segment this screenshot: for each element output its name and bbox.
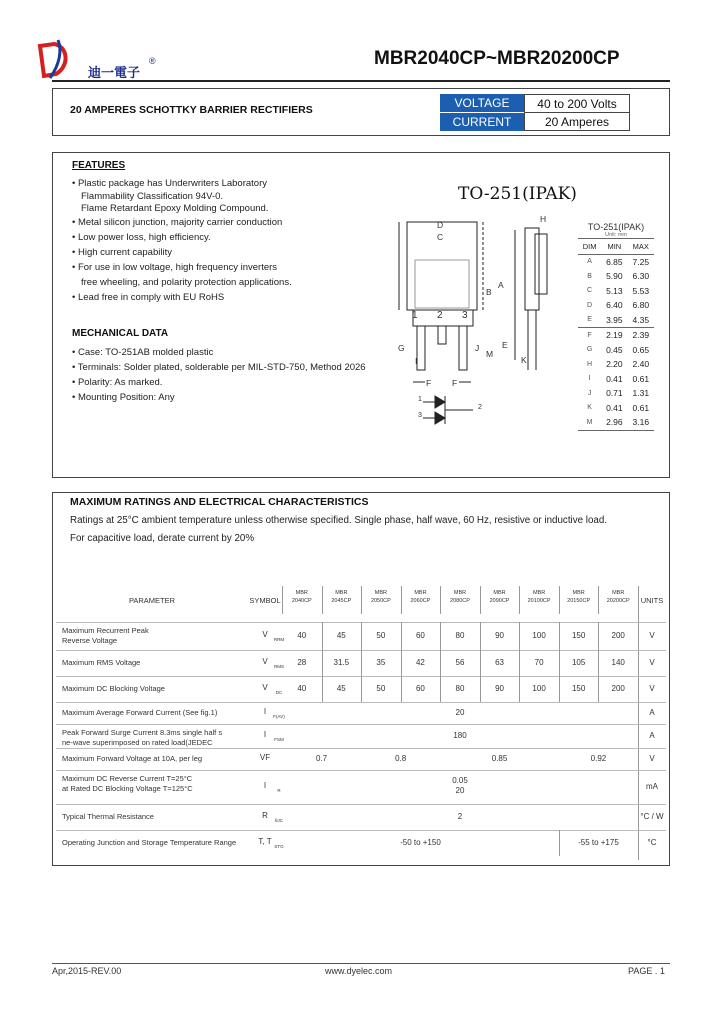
parameter-symbol-sub: STG <box>274 844 284 849</box>
grid-line <box>401 622 402 650</box>
footer-page: PAGE . 1 <box>628 966 665 976</box>
dim-table-row <box>578 372 654 387</box>
dim-letter: E <box>587 316 592 324</box>
dim-label-j: J <box>475 343 480 353</box>
parameter-symbol-sub: RRM <box>273 637 285 642</box>
dim-value: 5.13 <box>606 285 623 296</box>
rating-value: 90 <box>495 684 504 693</box>
grid-line <box>322 650 323 676</box>
dim-value: 0.61 <box>632 373 650 384</box>
feature-item: free wheeling, and polarity protection applications. <box>81 277 292 288</box>
dim-letter: J <box>587 389 592 397</box>
grid-line <box>440 676 441 702</box>
current-value: 20 Amperes <box>524 113 630 131</box>
row-divider <box>56 830 666 831</box>
mechanical-heading: MECHANICAL DATA <box>72 328 169 339</box>
parameter-symbol-sub: R <box>277 788 281 793</box>
logo-chinese-name: 迪一電子 <box>88 66 141 81</box>
schematic-pin-3: 3 <box>418 412 422 419</box>
features-list <box>72 176 402 305</box>
dim-label-f1: F <box>426 378 432 388</box>
part-number-header: 20100CP <box>527 598 551 604</box>
grid-line <box>559 586 560 614</box>
grid-line <box>440 586 441 614</box>
rating-value: 80 <box>455 631 465 640</box>
dim-value: 2.20 <box>606 359 623 370</box>
parameter-symbol: I <box>263 730 267 739</box>
rating-value: 45 <box>336 684 346 693</box>
mechanical-list <box>72 345 402 405</box>
feature-item: • Plastic package has Underwriters Laboratory <box>72 178 268 189</box>
dim-value: 5.53 <box>632 285 650 296</box>
part-number-header: 2045CP <box>331 598 352 604</box>
dim-table-row <box>578 328 654 343</box>
dimension-table <box>578 222 654 431</box>
dim-letter: F <box>587 331 592 339</box>
dim-table-grid <box>578 238 654 431</box>
parameter-name: Maximum DC Blocking Voltage <box>62 684 165 693</box>
rating-value: 50 <box>376 684 386 693</box>
ratings-table <box>56 582 666 860</box>
grid-line <box>401 650 402 676</box>
ratings-heading: MAXIMUM RATINGS AND ELECTRICAL CHARACTERISTICS <box>70 496 369 508</box>
part-number-header: MBR <box>493 590 506 596</box>
part-number-header: MBR <box>374 590 387 596</box>
dim-value: 0.41 <box>606 373 623 384</box>
grid-line <box>322 586 323 614</box>
parameter-name: Maximum Average Forward Current (See fig.1) <box>62 708 218 717</box>
grid-line <box>480 622 481 650</box>
rating-value: 63 <box>495 658 504 667</box>
grid-line <box>361 676 362 702</box>
part-number-header: MBR <box>295 590 308 596</box>
dim-value: 4.35 <box>632 314 650 325</box>
rating-unit: mA <box>646 782 658 791</box>
registered-mark: ® <box>149 56 156 66</box>
rating-unit: A <box>649 708 655 717</box>
dim-value: 0.71 <box>606 388 623 399</box>
part-number-header: MBR <box>414 590 427 596</box>
rating-value: 40 <box>297 631 307 640</box>
dim-value: 6.40 <box>606 300 623 311</box>
dim-table-row <box>578 284 654 299</box>
parameter-symbol-sub: DC <box>275 690 283 695</box>
current-label: CURRENT <box>440 113 524 131</box>
grid-line <box>559 676 560 702</box>
rating-unit: V <box>649 754 655 763</box>
grid-line <box>559 650 560 676</box>
dim-value: 2.96 <box>606 417 623 428</box>
grid-line <box>282 586 283 614</box>
grid-line <box>598 650 599 676</box>
grid-line <box>559 622 560 650</box>
package-outline-drawing <box>395 210 575 428</box>
dim-label-i: I <box>415 356 418 366</box>
dim-label-g: G <box>398 343 405 353</box>
rating-value: 45 <box>336 631 346 640</box>
rating-unit: °C / W <box>640 812 664 821</box>
rating-value: 100 <box>532 631 546 640</box>
rating-value: 200 <box>611 684 625 693</box>
parameter-symbol: T, T <box>258 837 272 846</box>
schematic-pin-2: 2 <box>478 404 482 411</box>
rating-value: 60 <box>415 684 425 693</box>
row-divider <box>56 770 666 771</box>
pin-number-1: 1 <box>412 310 418 321</box>
dim-label-e: E <box>502 340 508 350</box>
grid-line <box>480 650 481 676</box>
rating-value: 60 <box>415 631 425 640</box>
grid-line <box>519 650 520 676</box>
grid-line <box>361 586 362 614</box>
parameter-symbol-sub: F(AV) <box>273 714 285 719</box>
schematic-pin-1: 1 <box>418 396 422 403</box>
dim-header-cell: MIN <box>607 241 622 251</box>
dim-value: 7.25 <box>632 256 650 267</box>
dim-label-k: K <box>521 355 527 365</box>
dim-label-c: C <box>437 232 444 242</box>
dim-value: 3.95 <box>606 314 623 325</box>
rating-value: 150 <box>571 684 586 693</box>
feature-item: • Low power loss, high efficiency. <box>72 232 211 243</box>
company-logo <box>36 38 76 80</box>
col-header-units: UNITS <box>640 596 664 605</box>
dim-table-row <box>578 343 654 358</box>
rating-value: 0.92 <box>590 754 607 763</box>
dim-table-row <box>578 415 654 430</box>
ratings-note-2: For capacitive load, derate current by 20% <box>70 533 255 544</box>
grid-line <box>401 586 402 614</box>
parameter-symbol: V <box>262 683 268 692</box>
mechanical-item: • Case: TO-251AB molded plastic <box>72 347 214 358</box>
parameter-name: Maximum Forward Voltage at 10A, per leg <box>62 754 203 763</box>
part-number-header: 2050CP <box>370 598 391 604</box>
parameter-name: Peak Forward Surge Current 8.3ms single half s <box>62 728 223 737</box>
package-title: TO-251(IPAK) <box>458 184 577 204</box>
dim-letter: A <box>587 258 592 266</box>
rating-value: 20 <box>455 708 465 717</box>
dim-label-a: A <box>498 280 504 290</box>
parameter-symbol-sub: RMS <box>274 664 284 669</box>
grid-line <box>519 586 520 614</box>
dim-value: 0.45 <box>606 344 623 355</box>
footer-website: www.dyelec.com <box>325 966 393 976</box>
mechanical-item: • Polarity: As marked. <box>72 377 163 388</box>
dim-label-f2: F <box>452 378 458 388</box>
parameter-name: Maximum DC Reverse Current T=25°C <box>62 774 193 783</box>
dim-value: 2.40 <box>632 359 650 370</box>
dim-value: 3.16 <box>632 417 650 428</box>
row-divider <box>56 724 666 725</box>
dim-letter: G <box>586 346 593 354</box>
rating-value: 56 <box>455 658 465 667</box>
part-number-header: 2090CP <box>489 598 510 604</box>
rating-value: 80 <box>455 684 465 693</box>
feature-item: • Metal silicon junction, majority carrier conduction <box>72 217 283 228</box>
dim-value: 0.65 <box>632 344 650 355</box>
grid-line <box>519 622 520 650</box>
grid-line <box>440 650 441 676</box>
grid-line <box>401 676 402 702</box>
rating-unit: V <box>649 658 655 667</box>
dim-label-h: H <box>540 214 547 224</box>
part-number-header: MBR <box>572 590 585 596</box>
rating-value: 105 <box>571 658 586 667</box>
part-number-header: MBR <box>335 590 348 596</box>
dim-table-row <box>578 298 654 313</box>
dim-letter: I <box>588 375 591 383</box>
rating-value: 20 <box>455 786 465 795</box>
grid-line <box>440 622 441 650</box>
parameter-symbol-sub: θJC <box>274 818 283 823</box>
rating-value: 42 <box>415 658 425 667</box>
voltage-label: VOLTAGE <box>440 94 524 112</box>
rating-value: 180 <box>453 731 467 740</box>
rating-value: 31.5 <box>333 658 350 667</box>
pin-number-2: 2 <box>437 310 443 321</box>
grid-line <box>480 676 481 702</box>
dim-letter: B <box>587 272 592 280</box>
part-number-header: 2060CP <box>410 598 431 604</box>
grid-line <box>598 586 599 614</box>
parameter-symbol: V <box>262 630 268 639</box>
part-number-header: 20200CP <box>606 598 630 604</box>
grid-line <box>519 676 520 702</box>
grid-line <box>480 586 481 614</box>
dim-label-m: M <box>486 349 494 359</box>
dim-value: 0.41 <box>606 402 623 413</box>
rating-value: -50 to +150 <box>400 838 441 847</box>
part-number-header: MBR <box>532 590 546 596</box>
rating-value: 0.7 <box>315 754 328 763</box>
mechanical-item: • Mounting Position: Any <box>72 392 175 403</box>
rating-value: 100 <box>532 684 546 693</box>
rating-value: 50 <box>376 631 386 640</box>
feature-item: • High current capability <box>72 247 172 258</box>
part-number-header: MBR <box>453 590 467 596</box>
header-divider <box>52 80 670 82</box>
dim-letter: D <box>587 301 593 309</box>
dim-table-title: TO-251(IPAK) <box>587 222 645 232</box>
rating-value: 0.8 <box>395 754 407 763</box>
dim-value: 2.19 <box>606 330 623 341</box>
grid-line <box>598 676 599 702</box>
col-header-symbol: SYMBOL <box>249 596 281 605</box>
part-number-header: 2080CP <box>450 598 470 604</box>
rating-value: 2 <box>457 812 463 821</box>
dim-value: 6.80 <box>632 300 650 311</box>
product-description: 20 AMPERES SCHOTTKY BARRIER RECTIFIERS <box>70 104 313 116</box>
parameter-name: Reverse Voltage <box>62 636 118 645</box>
grid-line <box>361 650 362 676</box>
dim-value: 6.85 <box>606 256 623 267</box>
part-number-header: 20150CP <box>567 598 591 604</box>
rating-unit: °C <box>647 838 657 847</box>
parameter-symbol-sub: FSM <box>274 737 284 742</box>
footer-revision: Apr,2015-REV.00 <box>52 966 122 976</box>
rating-value: 28 <box>297 658 307 667</box>
grid-line <box>322 676 323 702</box>
part-range-title: MBR2040CP~MBR20200CP <box>374 48 620 69</box>
dim-table-header <box>578 239 654 255</box>
dim-label-b: B <box>486 287 492 297</box>
rating-value: -55 to +175 <box>578 838 619 847</box>
rating-value: 150 <box>571 631 586 640</box>
rating-unit: V <box>649 684 655 693</box>
dim-letter: C <box>587 287 593 295</box>
dim-header-cell: MAX <box>632 241 649 251</box>
parameter-name: ne-wave superimposed on rated load(JEDEC <box>62 738 213 747</box>
pin-number-3: 3 <box>462 310 468 321</box>
mechanical-item: • Terminals: Solder plated, solderable per MIL-STD-750, Method 2026 <box>72 362 366 373</box>
col-header-parameter: PARAMETER <box>128 596 176 605</box>
dim-table-row <box>578 386 654 401</box>
part-number-header: MBR <box>612 590 625 596</box>
row-divider <box>56 702 666 703</box>
dim-value: 2.39 <box>632 330 650 341</box>
dim-table-row <box>578 401 654 416</box>
rating-value: 70 <box>534 658 544 667</box>
dim-letter: M <box>586 418 593 426</box>
rating-value: 35 <box>376 658 386 667</box>
parameter-name: Typical Thermal Resistance <box>62 812 154 821</box>
dim-label-d: D <box>437 220 444 230</box>
grid-line <box>598 622 599 650</box>
feature-item: • Lead free in comply with EU RoHS <box>72 292 225 303</box>
dim-table-row <box>578 254 654 269</box>
voltage-value: 40 to 200 Volts <box>524 94 630 113</box>
parameter-symbol: I <box>263 707 267 716</box>
parameter-name: Maximum Recurrent Peak <box>62 626 149 635</box>
dim-value: 6.30 <box>632 271 650 282</box>
row-divider <box>56 748 666 749</box>
rating-unit: A <box>649 731 655 740</box>
rating-value: 0.85 <box>491 754 508 763</box>
parameter-symbol: VF <box>259 753 271 762</box>
dim-table-row <box>578 313 654 328</box>
dim-header-cell: DIM <box>582 241 597 251</box>
rating-value: 200 <box>611 631 625 640</box>
logo-d-icon <box>36 38 76 80</box>
dim-table-row <box>578 269 654 284</box>
parameter-name: at Rated DC Blocking Voltage T=125°C <box>62 784 193 793</box>
grid-line <box>559 830 560 856</box>
part-number-header: 2040CP <box>291 598 312 604</box>
rating-value: 40 <box>297 684 307 693</box>
rating-unit: V <box>649 631 655 640</box>
dim-table-unit: Unit: mm <box>605 232 627 238</box>
rating-value: 0.05 <box>452 776 468 785</box>
dim-value: 5.90 <box>606 271 623 282</box>
grid-line <box>322 622 323 650</box>
parameter-symbol: I <box>263 781 267 790</box>
feature-item: Flammability Classification 94V-0. <box>81 191 224 202</box>
feature-item: Flame Retardant Epoxy Molding Compound. <box>81 203 269 214</box>
dim-letter: K <box>587 404 592 412</box>
parameter-symbol: V <box>262 657 268 666</box>
dim-table-row <box>578 357 654 372</box>
dim-value: 1.31 <box>632 388 650 399</box>
parameter-symbol: R <box>262 811 268 820</box>
dim-value: 0.61 <box>632 402 650 413</box>
ratings-note-1: Ratings at 25°C ambient temperature unless otherwise specified. Single phase, half wave, 60 Hz, resistive or inductive load. <box>70 515 608 526</box>
parameter-name: Operating Junction and Storage Temperature Range <box>62 838 237 847</box>
grid-line <box>361 622 362 650</box>
dim-letter: H <box>587 360 593 368</box>
rating-value: 140 <box>611 658 625 667</box>
feature-item: • For use in low voltage, high frequency inverters <box>72 262 278 273</box>
footer-divider <box>52 963 670 964</box>
row-divider <box>56 804 666 805</box>
parameter-name: Maximum RMS Voltage <box>62 658 141 667</box>
rating-value: 90 <box>495 631 504 640</box>
features-heading: FEATURES <box>72 160 126 171</box>
